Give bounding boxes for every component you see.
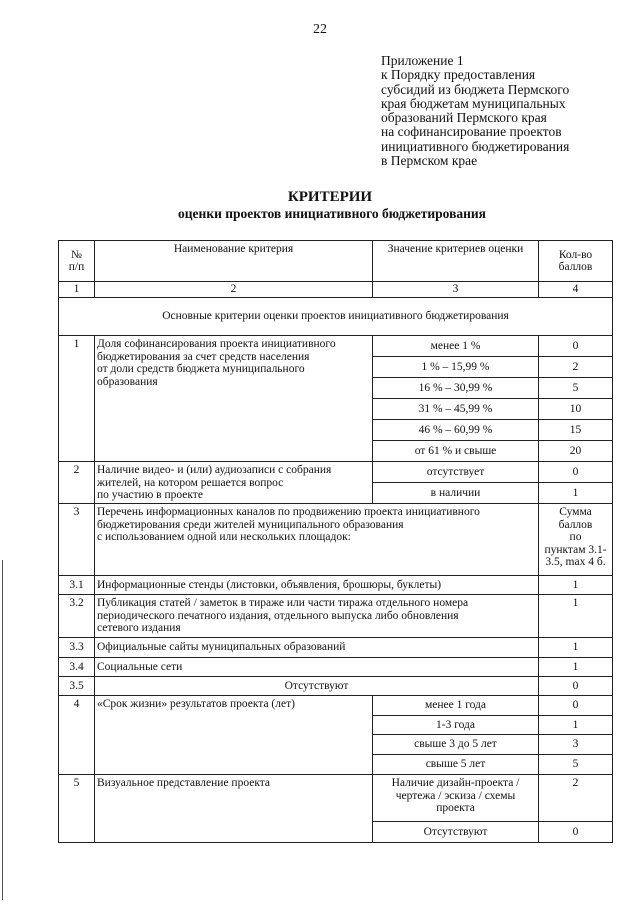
col-number: 1 — [59, 282, 95, 298]
criterion-name: Наличие видео- и (или) аудиозаписи с собрания жителей, на котором решается вопрос по участию в проекте — [95, 462, 373, 504]
page-number: 22 — [313, 22, 327, 37]
criterion-score: 3 — [539, 735, 613, 755]
header-name: Наименование критерия — [95, 241, 373, 282]
criterion-score: 20 — [539, 441, 613, 462]
row-num: 1 — [59, 336, 95, 462]
criterion-name: Отсутствуют — [95, 677, 539, 696]
document-title: КРИТЕРИИ — [287, 189, 373, 205]
criterion-score: 1 — [539, 658, 613, 677]
table-row — [59, 595, 613, 638]
row-num: 3.2 — [59, 595, 95, 638]
table-row — [59, 336, 613, 357]
criterion-score: 2 — [539, 357, 613, 378]
row-num: 3 — [59, 504, 95, 576]
criterion-score: 0 — [539, 696, 613, 716]
row-num: 3.3 — [59, 638, 95, 658]
row-num: 3.5 — [59, 677, 95, 696]
table-row — [59, 462, 613, 483]
criterion-name: «Срок жизни» результатов проекта (лет) — [95, 696, 373, 775]
table-row — [59, 576, 613, 595]
criterion-score: 5 — [539, 755, 613, 775]
row-num: 4 — [59, 696, 95, 775]
criterion-score: 0 — [539, 462, 613, 483]
criterion-value: 1-3 года — [373, 716, 539, 735]
col-number: 3 — [373, 282, 539, 298]
criterion-score: Сумма баллов по пунктам 3.1- 3.5, max 4 б. — [539, 504, 613, 576]
section-row — [59, 298, 613, 336]
criterion-value: 1 % – 15,99 % — [373, 357, 539, 378]
header-score: Кол-во баллов — [539, 241, 613, 282]
criterion-name: Социальные сети — [95, 658, 539, 677]
criterion-value: от 61 % и свыше — [373, 441, 539, 462]
criterion-score: 1 — [539, 595, 613, 638]
criterion-score: 0 — [539, 822, 613, 843]
table-row — [59, 638, 613, 658]
table-row — [59, 658, 613, 677]
section-title: Основные критерии оценки проектов инициативного бюджетирования — [59, 298, 613, 336]
criterion-score: 1 — [539, 483, 613, 504]
table-row — [59, 775, 613, 822]
criterion-value: Наличие дизайн-проекта / чертежа / эскиза / схемы проекта — [373, 775, 539, 822]
criterion-score: 5 — [539, 378, 613, 399]
criterion-value: свыше 3 до 5 лет — [373, 735, 539, 755]
criterion-score: 0 — [539, 336, 613, 357]
criterion-score: 0 — [539, 677, 613, 696]
criterion-value: 16 % – 30,99 % — [373, 378, 539, 399]
row-num: 5 — [59, 775, 95, 843]
criterion-value: 46 % – 60,99 % — [373, 420, 539, 441]
criterion-name: Официальные сайты муниципальных образований — [95, 638, 539, 658]
table-row — [59, 696, 613, 716]
header-num: № п/п — [59, 241, 95, 282]
criterion-score: 10 — [539, 399, 613, 420]
document-subtitle: оценки проектов инициативного бюджетирования — [178, 206, 486, 221]
col-number: 2 — [95, 282, 373, 298]
row-num: 3.4 — [59, 658, 95, 677]
criterion-value: менее 1 года — [373, 696, 539, 716]
table-row — [59, 677, 613, 696]
col-number: 4 — [539, 282, 613, 298]
criterion-score: 1 — [539, 638, 613, 658]
criterion-value: свыше 5 лет — [373, 755, 539, 775]
criterion-name: Публикация статей / заметок в тираже или части тиража отдельного номера периодического печатного издания, отдельного выпуска либо обновления сетевого издания — [95, 595, 539, 638]
criterion-value: 31 % – 45,99 % — [373, 399, 539, 420]
row-num: 3.1 — [59, 576, 95, 595]
header-value: Значение критериев оценки — [373, 241, 539, 282]
criterion-name: Визуальное представление проекта — [95, 775, 373, 843]
criterion-name: Информационные стенды (листовки, объявления, брошюры, буклеты) — [95, 576, 539, 595]
criterion-score: 2 — [539, 775, 613, 822]
table-header-row — [59, 241, 613, 282]
row-num: 2 — [59, 462, 95, 504]
column-number-row — [59, 282, 613, 298]
criterion-name: Доля софинансирования проекта инициативного бюджетирования за счет средств населения от доли средств бюджета муниципального образования — [95, 336, 373, 462]
criterion-value: менее 1 % — [373, 336, 539, 357]
criterion-score: 1 — [539, 716, 613, 735]
table-row — [59, 504, 613, 576]
criterion-name: Перечень информационных каналов по продвижению проекта инициативного бюджетирования среди жителей муниципального образования с использованием одной или нескольких площадок: — [95, 504, 539, 576]
appendix-note: Приложение 1 к Порядку предоставления субсидий из бюджета Пермского края бюджетам муниципальных образований Пермского края на софинансирование проектов инициативного бюджетирования в Пермском крае — [381, 53, 570, 169]
criterion-value: Отсутствуют — [373, 822, 539, 843]
criteria-table — [58, 240, 613, 843]
criterion-value: в наличии — [373, 483, 539, 504]
criterion-score: 1 — [539, 576, 613, 595]
left-margin-line — [2, 560, 3, 900]
criterion-value: отсутствует — [373, 462, 539, 483]
criterion-score: 15 — [539, 420, 613, 441]
